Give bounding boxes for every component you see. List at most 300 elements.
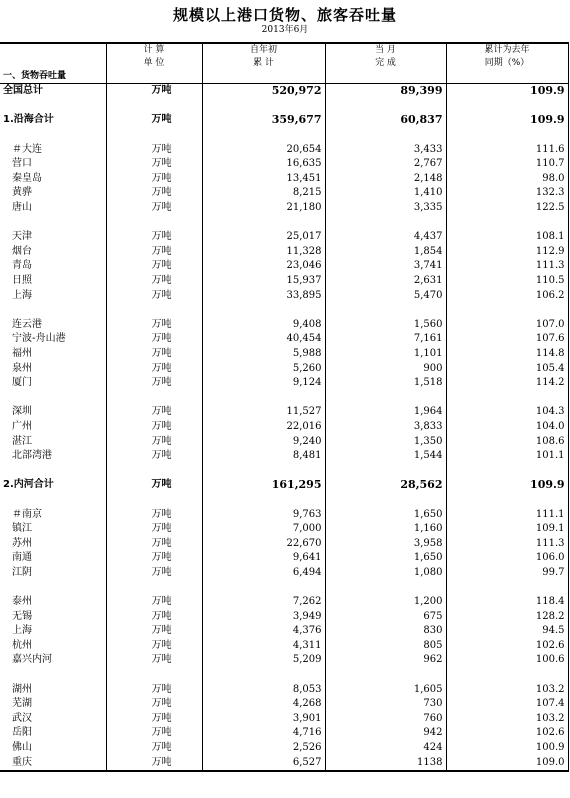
yoy-cell (446, 493, 568, 508)
ytd-cell: 21,180 (202, 201, 325, 216)
unit-cell: 万吨 (106, 245, 202, 260)
header-row-2 (0, 57, 568, 70)
port-name: 2.内河合计 (3, 479, 54, 491)
month-cell: 5,470 (325, 288, 446, 303)
ytd-cell (202, 668, 325, 683)
port-name: 泉州 (12, 362, 32, 374)
port-name (0, 463, 106, 478)
total-row (0, 113, 568, 128)
table-row (0, 449, 568, 464)
port-name: 唐山 (12, 202, 32, 214)
port-name (0, 390, 106, 405)
ytd-cell (202, 493, 325, 508)
month-cell: 1138 (325, 755, 446, 771)
yoy-cell: 102.6 (446, 639, 568, 654)
page-subtitle: 2013年6月 (261, 25, 309, 35)
table-row (0, 318, 568, 333)
port-name: 黄骅 (12, 187, 32, 199)
unit-cell: 万吨 (106, 113, 202, 128)
port-name (0, 668, 106, 683)
ytd-cell (202, 390, 325, 405)
yoy-cell: 108.6 (446, 434, 568, 449)
month-cell: 28,562 (325, 478, 446, 493)
port-name: 嘉兴内河 (12, 654, 52, 666)
month-cell: 3,335 (325, 201, 446, 216)
yoy-cell: 114.2 (446, 376, 568, 391)
yoy-cell: 109.9 (446, 478, 568, 493)
month-cell (325, 668, 446, 683)
total-row (0, 478, 568, 493)
header-yoy-2: 同期（%） (446, 57, 568, 70)
yoy-cell: 106.2 (446, 288, 568, 303)
port-name: 福州 (12, 347, 32, 359)
unit-cell (106, 215, 202, 230)
header-name-cell (0, 57, 106, 70)
unit-cell: 万吨 (106, 682, 202, 697)
ytd-cell: 7,000 (202, 522, 325, 537)
port-name: 江阴 (12, 566, 32, 578)
yoy-cell: 107.0 (446, 318, 568, 333)
unit-cell: 万吨 (106, 755, 202, 771)
month-cell: 830 (325, 624, 446, 639)
ytd-cell: 161,295 (202, 478, 325, 493)
section-title: 一、货物吞吐量 (0, 70, 106, 84)
port-name: 营口 (12, 158, 32, 170)
page-title: 规模以上港口货物、旅客吞吐量 (172, 6, 397, 24)
month-cell: 1,544 (325, 449, 446, 464)
yoy-cell: 111.6 (446, 142, 568, 157)
port-name (0, 99, 106, 114)
unit-cell: 万吨 (106, 376, 202, 391)
port-name: 深圳 (12, 406, 32, 418)
ytd-cell: 3,901 (202, 712, 325, 727)
month-cell (325, 493, 446, 508)
month-cell: 1,560 (325, 318, 446, 333)
ytd-cell: 23,046 (202, 259, 325, 274)
yoy-cell: 104.0 (446, 420, 568, 435)
month-cell: 1,964 (325, 405, 446, 420)
port-name: 无锡 (12, 610, 32, 622)
yoy-cell: 105.4 (446, 361, 568, 376)
unit-cell (106, 303, 202, 318)
port-name: 宁波-舟山港 (12, 333, 66, 345)
table-row (0, 259, 568, 274)
port-name (0, 215, 106, 230)
month-cell: 1,160 (325, 522, 446, 537)
table-row (0, 653, 568, 668)
yoy-cell: 109.0 (446, 755, 568, 771)
yoy-cell (446, 580, 568, 595)
ytd-cell: 22,670 (202, 536, 325, 551)
port-name: 全国总计 (3, 85, 43, 97)
table-row (0, 551, 568, 566)
ytd-cell (202, 215, 325, 230)
month-cell (325, 580, 446, 595)
header-ytd-2: 累 计 (202, 57, 325, 70)
unit-cell: 万吨 (106, 595, 202, 610)
month-cell (325, 99, 446, 114)
unit-cell: 万吨 (106, 186, 202, 201)
ytd-cell: 20,654 (202, 142, 325, 157)
table-row (0, 288, 568, 303)
table-row (0, 609, 568, 624)
yoy-cell (446, 668, 568, 683)
header-name-cell (0, 43, 106, 57)
ytd-cell: 359,677 (202, 113, 325, 128)
spacer-row (0, 463, 568, 478)
port-name (0, 493, 106, 508)
unit-cell: 万吨 (106, 624, 202, 639)
ytd-cell: 11,328 (202, 245, 325, 260)
port-name: 厦门 (12, 377, 32, 389)
spacer-row (0, 493, 568, 508)
yoy-cell: 108.1 (446, 230, 568, 245)
spacer-row (0, 128, 568, 143)
ytd-cell: 8,215 (202, 186, 325, 201)
ytd-cell (202, 580, 325, 595)
port-name: 湖州 (12, 683, 32, 695)
port-name: 重庆 (0, 755, 106, 771)
unit-cell (106, 493, 202, 508)
month-cell: 3,433 (325, 142, 446, 157)
month-cell: 1,350 (325, 434, 446, 449)
table-row (0, 741, 568, 756)
port-name: 苏州 (12, 537, 32, 549)
month-cell: 2,148 (325, 172, 446, 187)
table-row (0, 566, 568, 581)
ytd-cell: 4,716 (202, 726, 325, 741)
yoy-cell: 114.8 (446, 347, 568, 362)
ytd-cell (202, 99, 325, 114)
month-cell: 675 (325, 609, 446, 624)
month-cell: 1,080 (325, 566, 446, 581)
ytd-cell: 4,311 (202, 639, 325, 654)
port-name (0, 580, 106, 595)
ytd-cell: 7,262 (202, 595, 325, 610)
port-name: 连云港 (12, 318, 42, 330)
table-row (0, 274, 568, 289)
ytd-cell: 5,260 (202, 361, 325, 376)
port-name: 上海 (12, 625, 32, 637)
month-cell: 900 (325, 361, 446, 376)
header-ytd: 自年初 (202, 43, 325, 57)
ytd-cell: 25,017 (202, 230, 325, 245)
month-cell: 1,650 (325, 551, 446, 566)
table-row (0, 361, 568, 376)
ytd-cell: 9,408 (202, 318, 325, 333)
header-unit: 计 算 (106, 43, 202, 57)
port-name: 岳阳 (12, 727, 32, 739)
port-name: 佛山 (12, 742, 32, 754)
yoy-cell: 94.5 (446, 624, 568, 639)
table-row (0, 682, 568, 697)
table-body (0, 43, 568, 771)
spacer-row (0, 99, 568, 114)
spacer-row (0, 303, 568, 318)
header-month-2: 完 成 (325, 57, 446, 70)
yoy-cell: 110.5 (446, 274, 568, 289)
spacer-row (0, 580, 568, 595)
table-row (0, 230, 568, 245)
table-row (0, 172, 568, 187)
yoy-cell: 111.3 (446, 536, 568, 551)
port-name: 芜湖 (12, 698, 32, 710)
yoy-cell (446, 128, 568, 143)
month-cell (325, 390, 446, 405)
unit-cell: 万吨 (106, 420, 202, 435)
header-yoy: 累计为去年 (446, 43, 568, 57)
month-cell (325, 303, 446, 318)
unit-cell: 万吨 (106, 551, 202, 566)
unit-cell (106, 463, 202, 478)
yoy-cell (446, 99, 568, 114)
port-name: 广州 (12, 420, 32, 432)
table-row (0, 245, 568, 260)
unit-cell: 万吨 (106, 157, 202, 172)
month-cell: 730 (325, 697, 446, 712)
yoy-cell: 100.6 (446, 653, 568, 668)
unit-cell: 万吨 (106, 434, 202, 449)
unit-cell: 万吨 (106, 741, 202, 756)
unit-cell: 万吨 (106, 361, 202, 376)
yoy-cell: 103.2 (446, 712, 568, 727)
yoy-cell: 101.1 (446, 449, 568, 464)
port-name: 上海 (12, 289, 32, 301)
yoy-cell (446, 215, 568, 230)
ytd-cell: 5,988 (202, 347, 325, 362)
unit-cell: 万吨 (106, 347, 202, 362)
table-row (0, 434, 568, 449)
ytd-cell: 520,972 (202, 84, 325, 99)
ytd-cell: 11,527 (202, 405, 325, 420)
month-cell: 424 (325, 741, 446, 756)
unit-cell: 万吨 (106, 201, 202, 216)
unit-cell (106, 99, 202, 114)
unit-cell: 万吨 (106, 726, 202, 741)
unit-cell: 万吨 (106, 697, 202, 712)
table-row (0, 697, 568, 712)
ytd-cell: 9,240 (202, 434, 325, 449)
month-cell: 2,631 (325, 274, 446, 289)
table-row (0, 755, 568, 771)
month-cell: 60,837 (325, 113, 446, 128)
ytd-cell: 22,016 (202, 420, 325, 435)
table-row (0, 639, 568, 654)
month-cell: 3,833 (325, 420, 446, 435)
yoy-cell: 102.6 (446, 726, 568, 741)
unit-cell: 万吨 (106, 288, 202, 303)
unit-cell: 万吨 (106, 653, 202, 668)
ytd-cell (202, 128, 325, 143)
spacer-row (0, 390, 568, 405)
month-cell: 4,437 (325, 230, 446, 245)
ytd-cell: 8,481 (202, 449, 325, 464)
ytd-cell: 9,763 (202, 507, 325, 522)
port-name: 镇江 (12, 523, 32, 535)
yoy-cell: 122.5 (446, 201, 568, 216)
month-cell: 1,650 (325, 507, 446, 522)
yoy-cell: 112.9 (446, 245, 568, 260)
ytd-cell: 13,451 (202, 172, 325, 187)
unit-cell: 万吨 (106, 609, 202, 624)
unit-cell: 万吨 (106, 318, 202, 333)
unit-cell: 万吨 (106, 259, 202, 274)
table-row (0, 186, 568, 201)
port-name: 湛江 (12, 435, 32, 447)
unit-cell: 万吨 (106, 84, 202, 99)
ytd-cell: 40,454 (202, 332, 325, 347)
port-name: 日照 (12, 275, 32, 287)
month-cell: 942 (325, 726, 446, 741)
table-row (0, 507, 568, 522)
table-row (0, 201, 568, 216)
table-row (0, 522, 568, 537)
table-row (0, 347, 568, 362)
yoy-cell: 109.1 (446, 522, 568, 537)
yoy-cell: 110.7 (446, 157, 568, 172)
port-name (0, 128, 106, 143)
ytd-cell: 5,209 (202, 653, 325, 668)
yoy-cell (446, 463, 568, 478)
unit-cell: 万吨 (106, 478, 202, 493)
yoy-cell: 106.0 (446, 551, 568, 566)
port-name: 武汉 (12, 712, 32, 724)
ytd-cell (202, 303, 325, 318)
spacer-row (0, 215, 568, 230)
ytd-cell: 4,376 (202, 624, 325, 639)
unit-cell: 万吨 (106, 142, 202, 157)
header-unit-2: 单 位 (106, 57, 202, 70)
yoy-cell: 107.6 (446, 332, 568, 347)
unit-cell: 万吨 (106, 332, 202, 347)
ytd-cell: 6,494 (202, 566, 325, 581)
ytd-cell: 15,937 (202, 274, 325, 289)
unit-cell: 万吨 (106, 712, 202, 727)
ytd-cell: 6,527 (202, 755, 325, 771)
month-cell (325, 128, 446, 143)
header-month: 当 月 (325, 43, 446, 57)
yoy-cell: 100.9 (446, 741, 568, 756)
port-name (0, 303, 106, 318)
unit-cell: 万吨 (106, 522, 202, 537)
unit-cell: 万吨 (106, 405, 202, 420)
yoy-cell: 109.9 (446, 113, 568, 128)
month-cell: 805 (325, 639, 446, 654)
yoy-cell: 104.3 (446, 405, 568, 420)
table-row (0, 142, 568, 157)
table-row (0, 405, 568, 420)
total-row (0, 84, 568, 99)
yoy-cell: 103.2 (446, 682, 568, 697)
table-row (0, 595, 568, 610)
port-name: 1.沿海合计 (3, 114, 54, 126)
unit-cell: 万吨 (106, 566, 202, 581)
table-row (0, 536, 568, 551)
yoy-cell: 132.3 (446, 186, 568, 201)
ytd-cell: 16,635 (202, 157, 325, 172)
port-name: ＃南京 (12, 508, 42, 520)
throughput-table (0, 42, 569, 772)
month-cell: 962 (325, 653, 446, 668)
unit-cell: 万吨 (106, 449, 202, 464)
month-cell: 7,161 (325, 332, 446, 347)
yoy-cell: 128.2 (446, 609, 568, 624)
month-cell: 1,200 (325, 595, 446, 610)
table-row (0, 726, 568, 741)
ytd-cell: 3,949 (202, 609, 325, 624)
unit-cell: 万吨 (106, 230, 202, 245)
yoy-cell: 98.0 (446, 172, 568, 187)
section-row (0, 70, 568, 84)
table-row (0, 624, 568, 639)
unit-cell (106, 580, 202, 595)
yoy-cell: 111.1 (446, 507, 568, 522)
unit-cell (106, 128, 202, 143)
ytd-cell: 8,053 (202, 682, 325, 697)
ytd-cell: 9,641 (202, 551, 325, 566)
month-cell (325, 463, 446, 478)
month-cell: 2,767 (325, 157, 446, 172)
unit-cell (106, 390, 202, 405)
ytd-cell: 4,268 (202, 697, 325, 712)
yoy-cell (446, 303, 568, 318)
port-name: ＃大连 (12, 143, 42, 155)
yoy-cell: 109.9 (446, 84, 568, 99)
table-row (0, 712, 568, 727)
port-name: 青岛 (12, 260, 32, 272)
table-row (0, 376, 568, 391)
month-cell: 1,605 (325, 682, 446, 697)
month-cell: 1,854 (325, 245, 446, 260)
ytd-cell: 9,124 (202, 376, 325, 391)
month-cell: 89,399 (325, 84, 446, 99)
port-name: 秦皇岛 (12, 172, 42, 184)
spacer-row (0, 668, 568, 683)
yoy-cell (446, 390, 568, 405)
port-name: 天津 (12, 231, 32, 243)
month-cell: 760 (325, 712, 446, 727)
month-cell: 1,410 (325, 186, 446, 201)
unit-cell: 万吨 (106, 639, 202, 654)
unit-cell: 万吨 (106, 507, 202, 522)
unit-cell: 万吨 (106, 172, 202, 187)
month-cell: 1,518 (325, 376, 446, 391)
unit-cell: 万吨 (106, 274, 202, 289)
month-cell: 1,101 (325, 347, 446, 362)
port-name: 南通 (12, 552, 32, 564)
unit-cell (106, 668, 202, 683)
port-name: 烟台 (12, 245, 32, 257)
table-row (0, 157, 568, 172)
yoy-cell: 111.3 (446, 259, 568, 274)
month-cell: 3,958 (325, 536, 446, 551)
ytd-cell: 2,526 (202, 741, 325, 756)
port-name: 北部湾港 (12, 450, 52, 462)
yoy-cell: 107.4 (446, 697, 568, 712)
port-name: 杭州 (12, 639, 32, 651)
ytd-cell (202, 463, 325, 478)
month-cell (325, 215, 446, 230)
month-cell: 3,741 (325, 259, 446, 274)
port-name: 泰州 (12, 596, 32, 608)
unit-cell: 万吨 (106, 536, 202, 551)
ytd-cell: 33,895 (202, 288, 325, 303)
yoy-cell: 118.4 (446, 595, 568, 610)
header-row-1 (0, 43, 568, 57)
table-row (0, 332, 568, 347)
table-row (0, 420, 568, 435)
yoy-cell: 99.7 (446, 566, 568, 581)
